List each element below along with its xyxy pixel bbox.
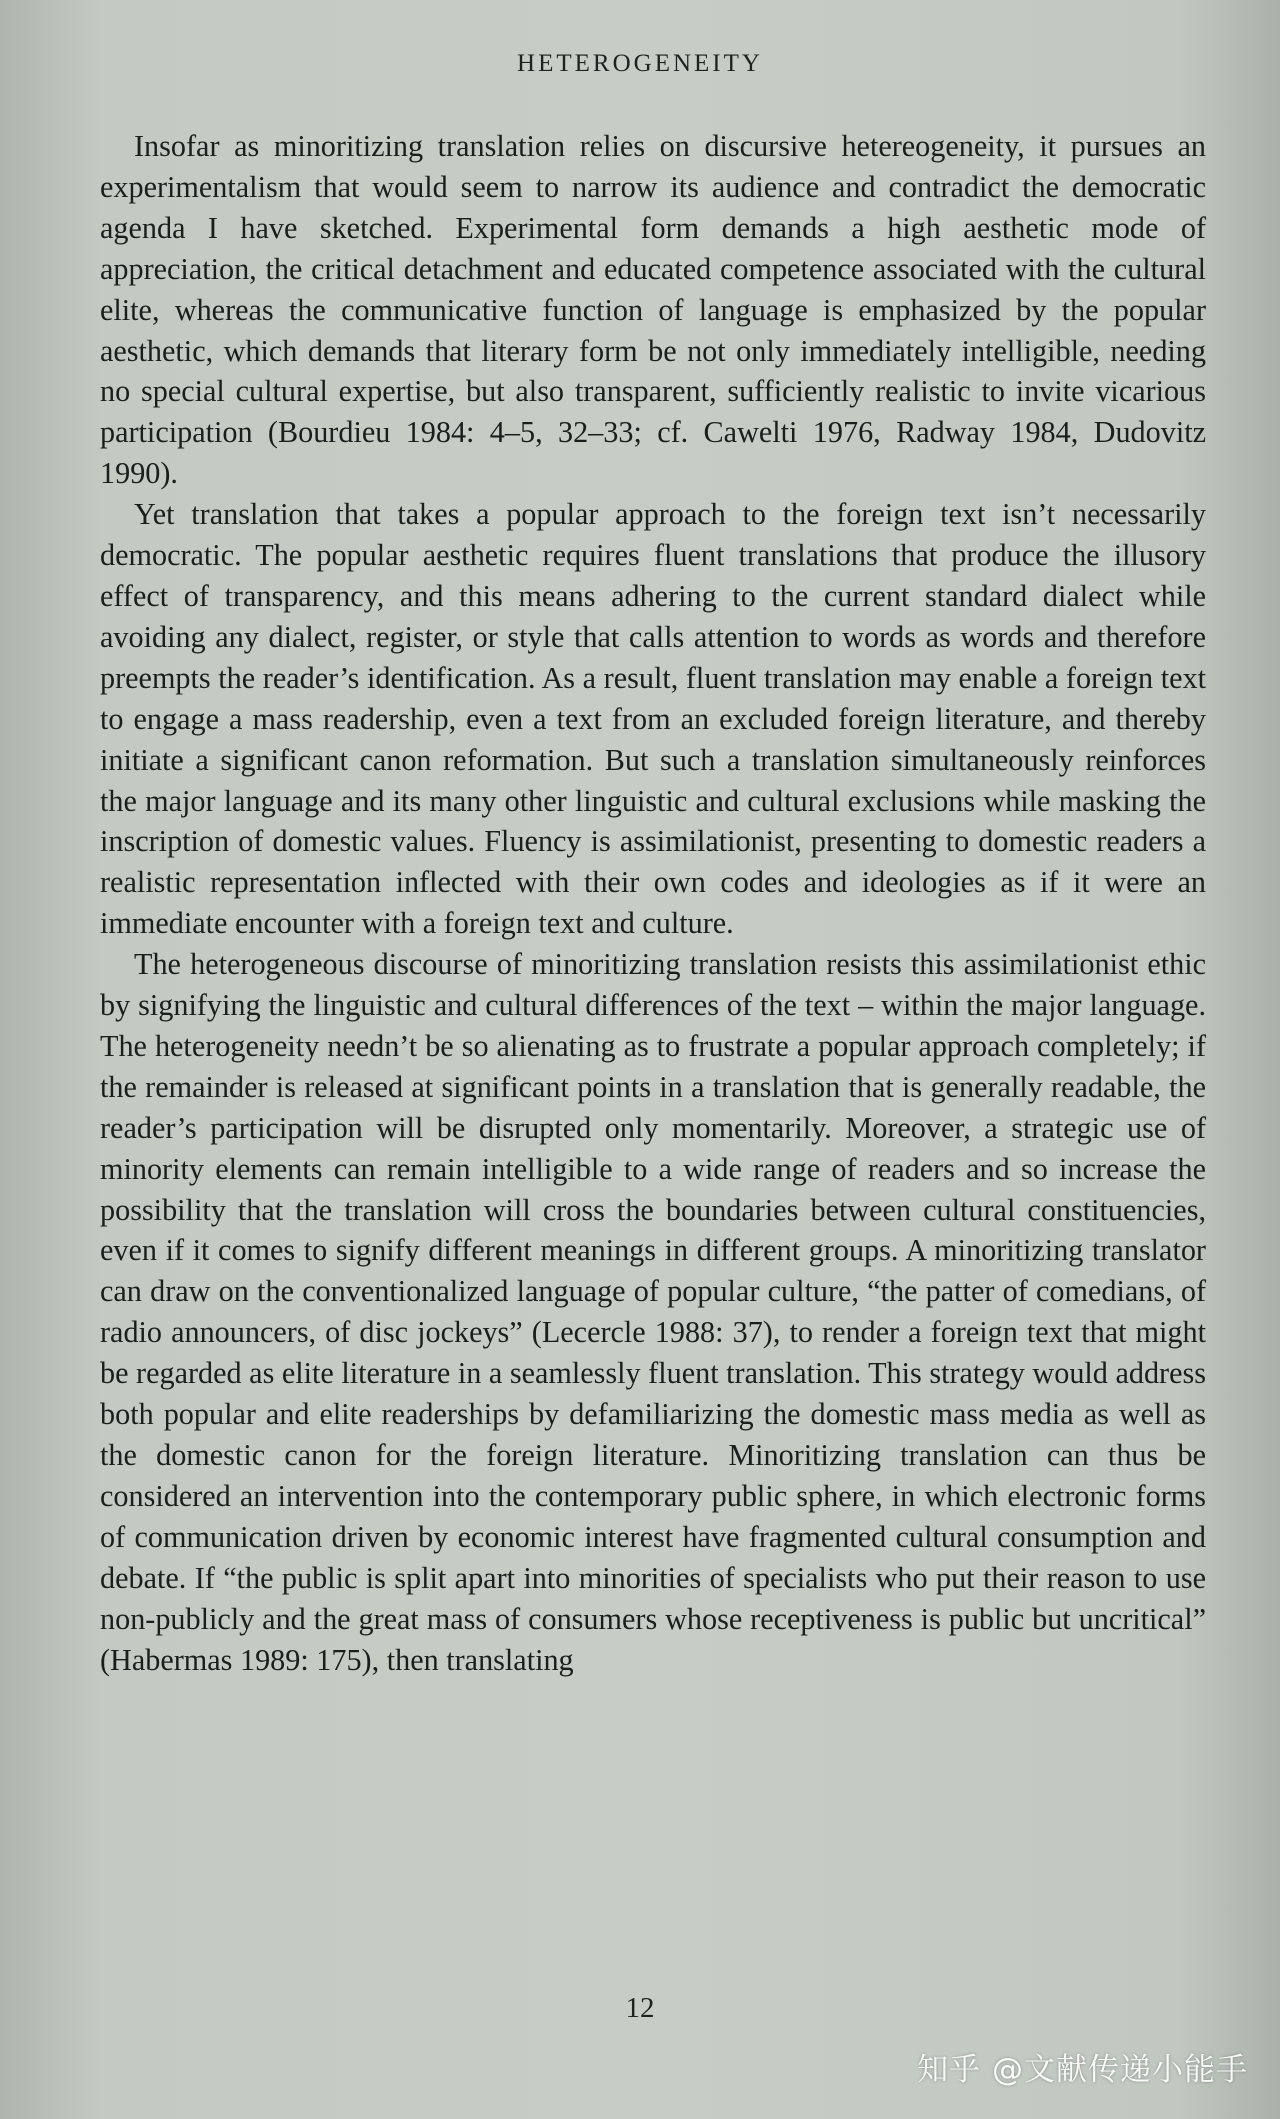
page-number: 12 — [625, 1992, 655, 2024]
running-head: HETEROGENEITY — [517, 50, 763, 77]
watermark: 知乎 @文献传递小能手 — [917, 2052, 1248, 2088]
body-text — [100, 126, 1206, 1680]
paragraph-2: Yet translation that takes a popular approach to the foreign text isn’t necessarily democratic. The popular aesthetic requires fluent translations that produce the illusory effect of transparency, and this means adhering to the current standard dialect while avoiding any dialect, register, or style that calls attention to words as words and therefore preempts the reader’s identification. As a result, fluent translation may enable a foreign text to engage a mass readership, even a text from an excluded foreign literature, and thereby initiate a significant canon reformation. But such a translation simultaneously reinforces the major language and its many other linguistic and cultural exclusions while masking the inscription of domestic values. Fluency is assimilationist, presenting to domestic readers a realistic representation inflected with their own codes and ideologies as if it were an immediate encounter with a foreign text and culture. — [100, 497, 1206, 941]
paragraph-1: Insofar as minoritizing translation relies on discursive hetereogeneity, it pursues an experimentalism that would seem to narrow its audience and contradict the democratic agenda I have sketched. Experimental form demands a high aesthetic mode of appreciation, the critical detachment and educated competence associated with the cultural elite, whereas the communicative function of language is emphasized by the popular aesthetic, which demands that literary form be not only immediately intelligible, needing no special cultural expertise, but also transparent, sufficiently realistic to invite vicarious participation (Bourdieu 1984: 4–5, 32–33; cf. Cawelti 1976, Radway 1984, Dudovitz 1990). — [100, 129, 1206, 491]
paragraph-3: The heterogeneous discourse of minoritizing translation resists this assimilationist ethic by signifying the linguistic and cultural differences of the text – within the major language. The heterogeneity needn’t be so alienating as to frustrate a popular approach completely; if the remainder is released at significant points in a translation that is generally readable, the reader’s participation will be disrupted only momentarily. Moreover, a strategic use of minority elements can remain intelligible to a wide range of readers and so increase the possibility that the translation will cross the boundaries between cultural constituencies, even if it comes to signify different meanings in different groups. A minoritizing translator can draw on the conventionalized language of popular culture, “the patter of comedians, of radio announcers, of disc jockeys” (Lecercle 1988: 37), to render a foreign text that might be regarded as elite literature in a seamlessly fluent translation. This strategy would address both popular and elite readerships by defamiliarizing the domestic mass media as well as the domestic canon for the foreign literature. Minoritizing translation can thus be considered an intervention into the contemporary public sphere, in which electronic forms of communication driven by economic interest have fragmented cultural consumption and debate. If “the public is split apart into minorities of specialists who put their reason to use non-publicly and the great mass of consumers whose receptiveness is public but uncritical” (Habermas 1989: 175), then translating — [100, 947, 1206, 1677]
